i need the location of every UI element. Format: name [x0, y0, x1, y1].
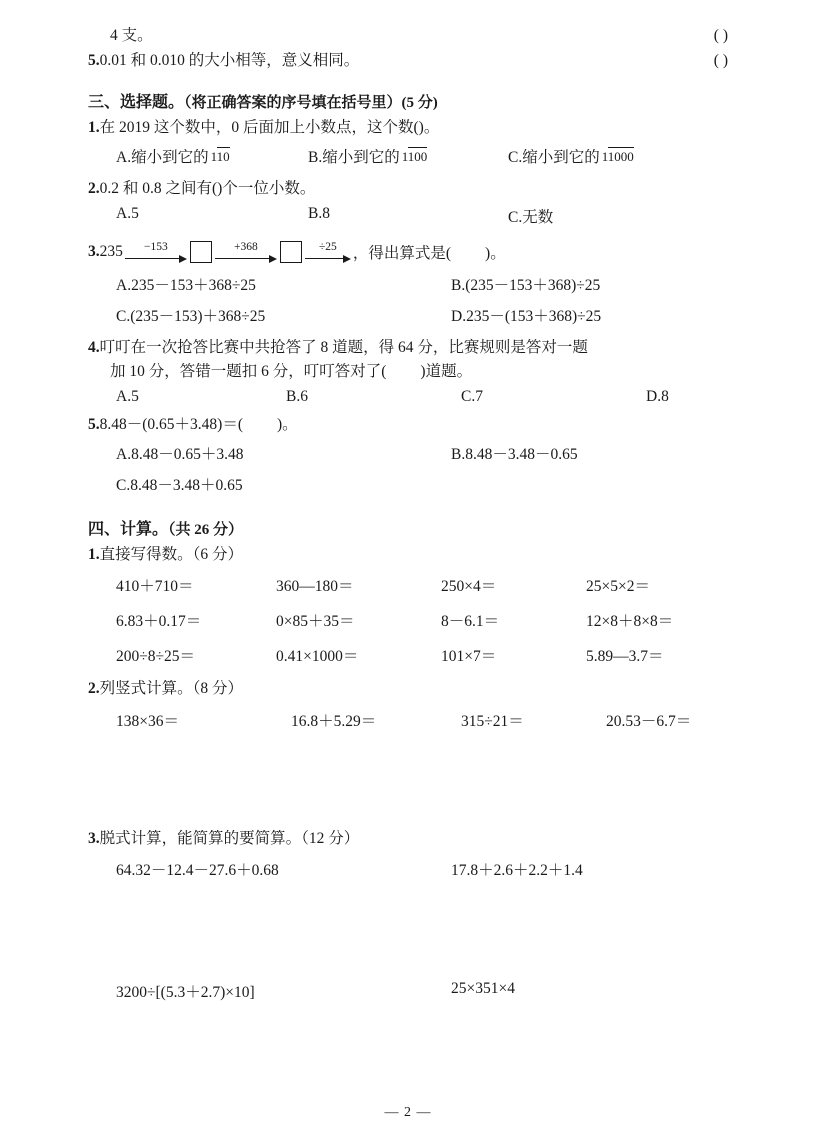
- q3-2-option-c[interactable]: C.无数: [508, 209, 554, 226]
- q3-3-tail2: )。: [485, 245, 506, 262]
- q3-3-options-row-1: [88, 273, 728, 295]
- q3-3-number: 3.: [88, 243, 100, 260]
- q3-5-option-a[interactable]: A.8.48－0.65＋3.48: [116, 445, 244, 463]
- calc-item: 101×7＝: [441, 648, 497, 665]
- q3-1-option-c-label: C.缩小到它的: [508, 148, 600, 166]
- q3-4-options: [88, 388, 728, 406]
- section-4-title: 四、计算。: [88, 520, 169, 538]
- answer-box-2[interactable]: [280, 241, 302, 263]
- q3-2-number: 2.: [88, 179, 100, 197]
- flow-arrow-divide-25: [305, 242, 351, 263]
- q3-4-number: 4.: [88, 339, 100, 356]
- calc-item: 0×85＋35＝: [276, 613, 355, 630]
- section-4-q3-heading: [88, 831, 728, 847]
- calc-item: 20.53－6.7＝: [606, 712, 692, 730]
- q3-1-prompt: [88, 120, 728, 136]
- q3-1-options: [88, 145, 728, 167]
- q3-5-prompt: [88, 417, 728, 433]
- judge-item-5-bracket: ( ): [713, 51, 728, 69]
- q3-4-option-b[interactable]: B.6: [286, 388, 308, 405]
- q3-1-option-a[interactable]: [116, 145, 308, 167]
- calc-item: 3200÷[(5.3＋2.7)×10]: [116, 984, 255, 1001]
- q3-4-option-c[interactable]: C.7: [461, 388, 483, 405]
- q3-3-options-row-2: [88, 304, 728, 326]
- calc-item: 6.83＋0.17＝: [116, 613, 202, 630]
- q3-1-text-a: 在 2019 这个数中，0 后面加上小数点，这个数(: [99, 119, 419, 136]
- q3-4-line-2b: )道题。: [420, 362, 473, 380]
- calc-item: 8－6.1＝: [441, 613, 500, 630]
- q3-1-text-b: )。: [418, 119, 440, 136]
- section-4-q2-heading: [88, 681, 728, 697]
- calc-item: 25×351×4: [451, 980, 515, 997]
- arrow-icon: [125, 254, 187, 262]
- expression-calc-grid-row-1: [88, 858, 728, 880]
- calc-item: 5.89—3.7＝: [586, 648, 664, 665]
- worksheet-content: [88, 28, 728, 1002]
- q3-3-option-b[interactable]: B.(235－153＋368)÷25: [451, 277, 601, 294]
- q3-3-prompt: [88, 241, 728, 263]
- q3-5-options-row-1: [88, 442, 728, 464]
- q3-2-option-a[interactable]: A.5: [116, 205, 139, 222]
- q3-1-option-b-label: B.缩小到它的: [308, 148, 400, 166]
- arrow-icon: [215, 254, 277, 262]
- flow-arrow-3-label: ÷25: [318, 240, 337, 253]
- judge-item-5: [88, 53, 728, 69]
- fraction-one-thousandth: 11000: [601, 149, 634, 165]
- spacer: [88, 666, 728, 681]
- arrow-icon: [305, 254, 351, 262]
- q3-1-number: 1.: [88, 119, 100, 136]
- section-4-q2-title: 列竖式计算。: [99, 680, 193, 697]
- section-4-heading: [88, 522, 728, 538]
- section-4-q1-score: （6 分）: [192, 545, 244, 563]
- q3-2-options: [88, 205, 728, 227]
- q3-5-text-a: 8.48－(0.65＋3.48)＝(: [99, 416, 243, 433]
- flow-arrow-2-label: +368: [234, 240, 258, 253]
- calc-item: 16.8＋5.29＝: [291, 712, 377, 730]
- q3-5-options-row-2: [88, 473, 728, 495]
- q3-3-tail: ，得出算式是(: [352, 245, 452, 262]
- section-4-q1-title: 直接写得数。: [99, 545, 193, 563]
- calc-item: 17.8＋2.6＋2.2＋1.4: [451, 862, 583, 879]
- calc-item: 64.32－12.4－27.6＋0.68: [116, 862, 279, 879]
- q3-4-prompt-line-2: [88, 364, 728, 380]
- q3-2-prompt: [88, 181, 728, 197]
- section-3-title: 三、选择题。: [88, 94, 185, 111]
- q3-4-option-a[interactable]: A.5: [116, 388, 139, 405]
- section-4-q1-heading: [88, 547, 728, 563]
- calc-item: 250×4＝: [441, 578, 497, 595]
- section-4-q2-score: （8 分）: [192, 680, 244, 697]
- judge-item-5-number: 5.: [88, 51, 100, 69]
- work-space-2: [88, 880, 728, 980]
- judge-tail-bracket: ( ): [713, 27, 728, 44]
- q3-3-option-c[interactable]: C.(235－153)＋368÷25: [116, 308, 266, 325]
- judge-item-5-text: 0.01 和 0.010 的大小相等，意义相同。: [99, 51, 360, 69]
- q3-2-option-b[interactable]: B.8: [308, 205, 330, 222]
- calc-item: 360—180＝: [276, 578, 354, 595]
- q3-4-line-2a: 加 10 分，答错一题扣 6 分，叮叮答对了(: [110, 362, 387, 380]
- fraction-one-hundredth: 1100: [401, 149, 428, 165]
- section-4-q3-score: （12 分）: [301, 829, 360, 847]
- calc-item: 12×8＋8×8＝: [586, 613, 674, 630]
- section-4-q3-number: 3.: [88, 829, 100, 847]
- section-3-subtitle: （将正确答案的序号填在括号里）(5 分): [184, 95, 438, 111]
- mental-math-grid: [88, 574, 728, 666]
- section-3-heading: [88, 95, 728, 111]
- judge-tail-line: [88, 28, 728, 44]
- calc-item: 410＋710＝: [116, 578, 194, 595]
- q3-4-prompt-line-1: [88, 340, 728, 356]
- q3-3-start: 235: [99, 243, 123, 260]
- q3-5-text-b: )。: [277, 416, 298, 433]
- spacer: [88, 504, 728, 522]
- q3-4-line-1: 叮叮在一次抢答比赛中共抢答了 8 道题，得 64 分，比赛规则是答对一题: [99, 339, 588, 356]
- q3-1-option-c[interactable]: [508, 145, 636, 167]
- flow-arrow-minus-153: [125, 242, 187, 263]
- q3-5-option-b[interactable]: B.8.48－3.48－0.65: [451, 445, 578, 463]
- work-space-1: [88, 731, 728, 831]
- q3-5-number: 5.: [88, 416, 100, 433]
- calc-item: 0.41×1000＝: [276, 648, 359, 665]
- section-4-q1-number: 1.: [88, 545, 100, 563]
- section-4-subtitle: （共 26 分）: [168, 521, 244, 538]
- q3-2-text-a: 0.2 和 0.8 之间有(: [99, 179, 218, 197]
- section-4-q2-number: 2.: [88, 680, 100, 697]
- judge-tail-text: 4 支。: [110, 27, 153, 44]
- flow-arrow-1-label: −153: [144, 240, 168, 253]
- column-calc-grid: [88, 709, 728, 731]
- fraction-one-tenth: 110: [210, 149, 230, 165]
- flow-arrow-plus-368: [215, 242, 277, 263]
- calc-item: 315÷21＝: [461, 712, 524, 730]
- q3-1-option-b[interactable]: [308, 145, 508, 167]
- q3-5-option-c[interactable]: C.8.48－3.48＋0.65: [116, 476, 243, 494]
- q3-3-option-d[interactable]: D.235－(153＋368)÷25: [451, 308, 602, 325]
- q3-4-option-d[interactable]: D.8: [646, 388, 669, 405]
- q3-2-text-b: )个一位小数。: [217, 179, 316, 197]
- page-number: — 2 —: [384, 1105, 432, 1120]
- q3-3-option-a[interactable]: A.235－153＋368÷25: [116, 277, 256, 294]
- calc-item: 138×36＝: [116, 712, 179, 730]
- q3-1-option-a-label: A.缩小到它的: [116, 148, 209, 166]
- expression-calc-grid-row-2: [88, 980, 728, 1002]
- spacer: [88, 77, 728, 95]
- calc-item: 25×5×2＝: [586, 578, 650, 595]
- calc-item: 200÷8÷25＝: [116, 648, 196, 665]
- section-4-q3-title: 脱式计算，能简算的要简算。: [99, 829, 302, 847]
- answer-box-1[interactable]: [190, 241, 212, 263]
